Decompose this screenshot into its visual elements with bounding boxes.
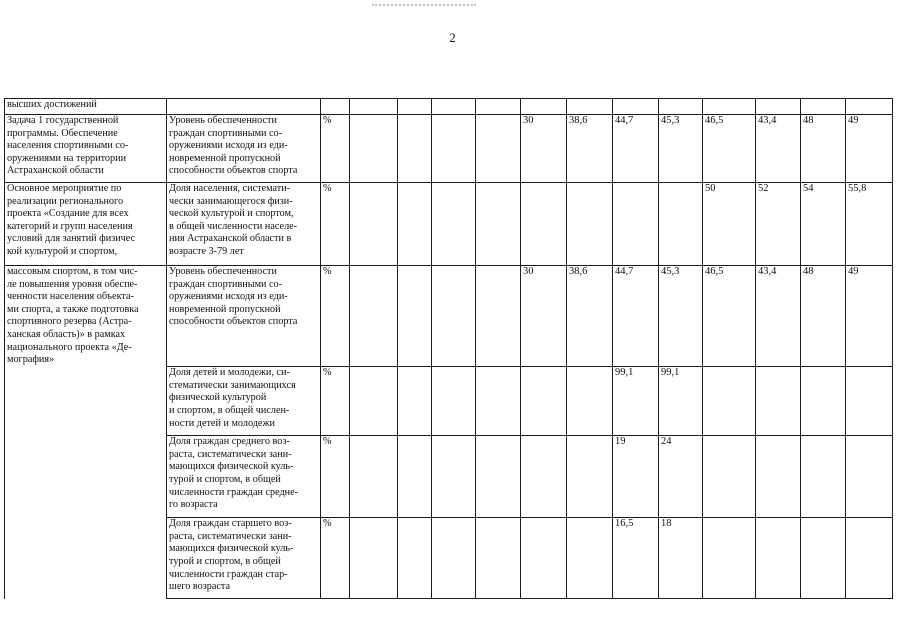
value-cell <box>521 518 567 599</box>
value-cell <box>476 266 521 367</box>
value-cell <box>703 518 756 599</box>
table-row <box>5 99 893 115</box>
value-cell <box>350 367 398 436</box>
value-cell <box>350 518 398 599</box>
value-cell <box>613 99 659 115</box>
task-description-cell <box>5 518 167 599</box>
table-body <box>5 99 893 599</box>
value-cell <box>350 436 398 518</box>
table-row <box>5 518 893 599</box>
unit-cell: % <box>321 436 350 518</box>
indicators-table <box>4 98 893 599</box>
value-cell <box>756 436 801 518</box>
value-cell: 30 <box>521 115 567 183</box>
value-cell <box>801 99 846 115</box>
value-cell: 38,6 <box>567 266 613 367</box>
value-cell <box>350 99 398 115</box>
value-cell <box>432 266 476 367</box>
value-cell: 46,5 <box>703 266 756 367</box>
indicator-name-cell <box>167 99 321 115</box>
value-cell <box>567 367 613 436</box>
value-cell: 48 <box>801 115 846 183</box>
value-cell <box>476 99 521 115</box>
indicator-name-cell: Уровень обеспеченности граждан спортивными со- оружениями исходя из еди- новременной пропускной способности объектов спорта <box>167 266 321 367</box>
value-cell <box>398 183 432 266</box>
value-cell <box>846 436 893 518</box>
value-cell <box>398 518 432 599</box>
value-cell <box>567 518 613 599</box>
table-row <box>5 436 893 518</box>
value-cell <box>476 115 521 183</box>
task-description-cell: высших достижений <box>5 99 167 115</box>
table-row <box>5 367 893 436</box>
indicator-name-cell: Доля граждан старшего воз- раста, систематически зани- мающихся физической куль- турой и спортом, в общей численности граждан стар- шего возраста <box>167 518 321 599</box>
value-cell <box>432 436 476 518</box>
value-cell <box>398 367 432 436</box>
task-description-cell: массовым спортом, в том чис- ле повышения уровня обеспе- ченности населения объекта- ми спорта, а также подготовка спортивного резерва (Астра- ханская область)» в рамках национального проекта «Де- мография» <box>5 266 167 367</box>
value-cell <box>432 115 476 183</box>
scan-artifact <box>372 0 476 6</box>
value-cell <box>756 367 801 436</box>
value-cell <box>432 99 476 115</box>
value-cell: 18 <box>659 518 703 599</box>
task-description-cell: Задача 1 государственной программы. Обеспечение населения спортивными со- оружениями на территории Астраханской области <box>5 115 167 183</box>
value-cell: 49 <box>846 115 893 183</box>
value-cell <box>703 367 756 436</box>
value-cell: 99,1 <box>613 367 659 436</box>
value-cell <box>846 518 893 599</box>
value-cell <box>350 183 398 266</box>
value-cell: 50 <box>703 183 756 266</box>
value-cell: 19 <box>613 436 659 518</box>
value-cell <box>432 183 476 266</box>
value-cell <box>659 183 703 266</box>
value-cell <box>703 99 756 115</box>
value-cell <box>801 518 846 599</box>
table-row <box>5 115 893 183</box>
value-cell <box>432 367 476 436</box>
value-cell: 48 <box>801 266 846 367</box>
value-cell: 43,4 <box>756 266 801 367</box>
value-cell <box>703 436 756 518</box>
value-cell: 43,4 <box>756 115 801 183</box>
value-cell <box>801 436 846 518</box>
indicator-name-cell: Доля детей и молодежи, си- стематически занимающихся физической культурой и спортом, в общей числен- ности детей и молодежи <box>167 367 321 436</box>
value-cell: 16,5 <box>613 518 659 599</box>
unit-cell: % <box>321 266 350 367</box>
value-cell: 49 <box>846 266 893 367</box>
unit-cell: % <box>321 367 350 436</box>
value-cell: 30 <box>521 266 567 367</box>
value-cell <box>476 183 521 266</box>
value-cell <box>521 183 567 266</box>
unit-cell: % <box>321 518 350 599</box>
value-cell <box>613 183 659 266</box>
indicator-name-cell: Доля населения, системати- чески занимающегося физи- ческой культурой и спортом, в общей численности населе- ния Астраханской области в возрасте 3-79 лет <box>167 183 321 266</box>
value-cell <box>659 99 703 115</box>
value-cell <box>350 266 398 367</box>
task-description-cell: Основное мероприятие по реализации регионального проекта «Создание для всех категорий и групп населения условий для занятий физичес кой культурой и спортом, <box>5 183 167 266</box>
unit-cell: % <box>321 115 350 183</box>
value-cell: 45,3 <box>659 266 703 367</box>
value-cell <box>567 183 613 266</box>
task-description-cell <box>5 436 167 518</box>
value-cell <box>846 367 893 436</box>
value-cell <box>521 99 567 115</box>
value-cell <box>567 436 613 518</box>
value-cell: 24 <box>659 436 703 518</box>
value-cell <box>476 436 521 518</box>
value-cell: 44,7 <box>613 115 659 183</box>
unit-cell <box>321 99 350 115</box>
unit-cell: % <box>321 183 350 266</box>
value-cell <box>846 99 893 115</box>
table-row <box>5 266 893 367</box>
value-cell <box>398 99 432 115</box>
value-cell: 52 <box>756 183 801 266</box>
value-cell <box>521 367 567 436</box>
value-cell <box>476 518 521 599</box>
page-number: 2 <box>449 30 456 45</box>
value-cell: 99,1 <box>659 367 703 436</box>
value-cell <box>756 99 801 115</box>
value-cell: 38,6 <box>567 115 613 183</box>
value-cell <box>432 518 476 599</box>
value-cell <box>398 115 432 183</box>
value-cell <box>521 436 567 518</box>
task-description-cell <box>5 367 167 436</box>
value-cell: 54 <box>801 183 846 266</box>
value-cell <box>398 266 432 367</box>
value-cell <box>801 367 846 436</box>
indicator-name-cell: Доля граждан среднего воз- раста, систематически зани- мающихся физической куль- турой и спортом, в общей численности граждан средне- го возраста <box>167 436 321 518</box>
value-cell <box>567 99 613 115</box>
value-cell <box>350 115 398 183</box>
value-cell: 44,7 <box>613 266 659 367</box>
indicator-name-cell: Уровень обеспеченности граждан спортивными со- оружениями исходя из еди- новременной пропускной способности объектов спорта <box>167 115 321 183</box>
value-cell <box>476 367 521 436</box>
value-cell: 55,8 <box>846 183 893 266</box>
value-cell: 45,3 <box>659 115 703 183</box>
value-cell <box>756 518 801 599</box>
value-cell <box>398 436 432 518</box>
value-cell: 46,5 <box>703 115 756 183</box>
table-row <box>5 183 893 266</box>
